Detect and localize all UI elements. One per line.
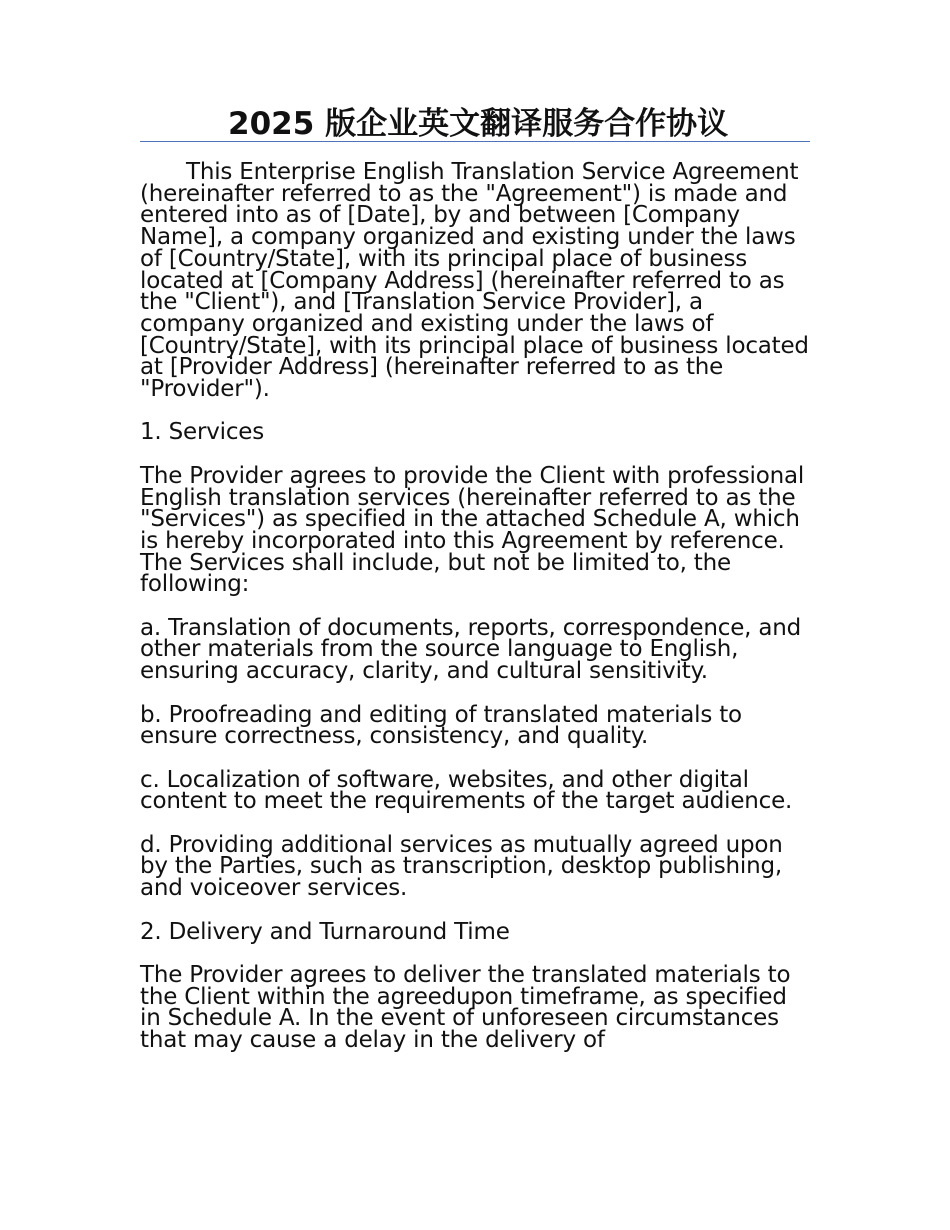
delivery-paragraph: The Provider agrees to deliver the translated materials to the Client within the agreedupon timeframe, as specified in Schedule A. In the event of unforeseen circumstances that may cause a delay in the delivery of [140, 961, 791, 1053]
services-item-a: a. Translation of documents, reports, correspondence, and other materials from the source language to English, ensuring accuracy, clarity, and cultural sensitivity. [140, 614, 802, 685]
services-item-d: d. Providing additional services as mutually agreed upon by the Parties, such as transcription, desktop publishing, and voiceover services. [140, 831, 783, 902]
services-item-b: b. Proofreading and editing of translated materials to ensure correctness, consistency, and quality. [140, 701, 742, 750]
document-body [140, 100, 810, 1052]
document-title: 2025 版企业英文翻译服务合作协议 [140, 100, 810, 142]
services-item-c: c. Localization of software, websites, and other digital content to meet the requirements of the target audience. [140, 766, 793, 815]
section-heading-delivery: 2. Delivery and Turnaround Time [140, 918, 510, 945]
section-heading-services: 1. Services [140, 419, 265, 446]
intro-paragraph: This Enterprise English Translation Service Agreement (hereinafter referred to as the "Agreement") is made and entered into as of [Date], by and between [Company Name], a company organized and existing under the laws of [Country/State], with its principal place of business located at [Company Address] (hereinafter referred to as the "Client"), and [Translation Service Provider], a company organized and existing under the laws of [Country/State], with its principal place of business located at [Provider Address] (hereinafter referred to as the "Provider"). [140, 159, 809, 403]
services-paragraph: The Provider agrees to provide the Client with professional English translation services (hereinafter referred to as the "Services") as specified in the attached Schedule A, which is hereby incorporated into this Agreement by reference. The Services shall include, but not be limited to, the following: [140, 462, 805, 598]
